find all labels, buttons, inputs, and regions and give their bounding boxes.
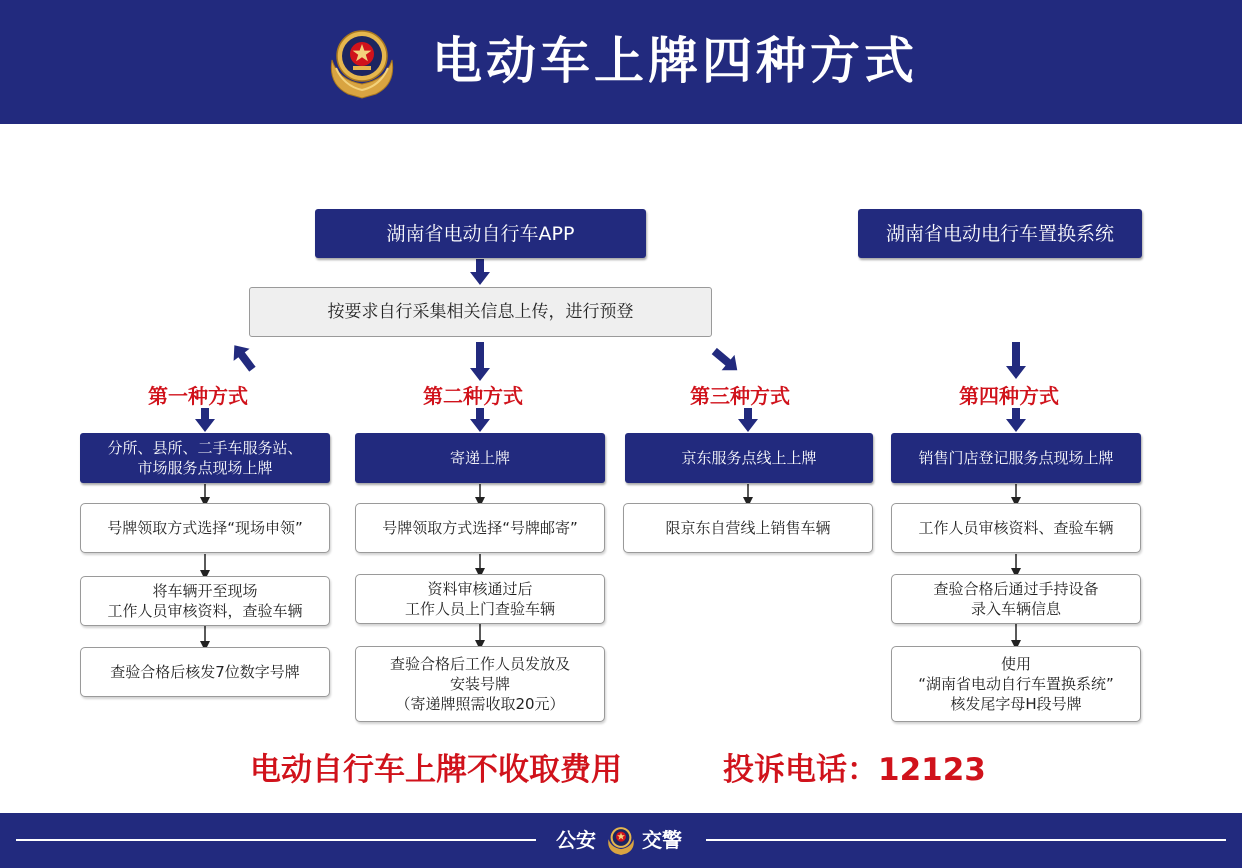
police-emblem-small-icon	[606, 824, 636, 856]
page-title: 电动车上牌四种方式	[432, 32, 918, 90]
footer-left-text: 公安	[556, 828, 596, 852]
method-2-label: 第二种方式	[423, 384, 523, 408]
arrow-method-2-to-head	[470, 408, 490, 432]
method-1-label: 第一种方式	[148, 384, 248, 408]
footer-right-text: 交警	[642, 828, 682, 852]
footer-divider-right	[706, 839, 1226, 841]
method-2-step-2: 资料审核通过后 工作人员上门查验车辆	[355, 574, 605, 624]
method-4-head-box: 销售门店登记服务点现场上牌	[891, 433, 1141, 483]
arrow-preregister-to-method-1	[226, 339, 260, 375]
arrow-method-4-to-head	[1006, 408, 1026, 432]
method-2-head-box: 寄递上牌	[355, 433, 605, 483]
method-3-head-box: 京东服务点线上上牌	[625, 433, 873, 483]
arrow-system-to-method-4	[1006, 342, 1026, 379]
source-app-box: 湖南省电动自行车APP	[315, 209, 646, 258]
method-4-step-1: 工作人员审核资料、查验车辆	[891, 503, 1141, 553]
footer-banner	[0, 813, 1242, 868]
complaint-phone: 投诉电话：12123	[723, 752, 986, 788]
arrow-method-1-to-head	[195, 408, 215, 432]
source-system-box: 湖南省电动电行车置换系统	[858, 209, 1142, 258]
footer-divider-left	[16, 839, 536, 841]
preregister-box: 按要求自行采集相关信息上传，进行预登	[249, 287, 712, 337]
fee-notice: 电动自行车上牌不收取费用	[250, 752, 622, 788]
method-4-label: 第四种方式	[959, 384, 1059, 408]
method-2-step-3: 查验合格后工作人员发放及 安装号牌 （寄递牌照需收取20元）	[355, 646, 605, 722]
method-4-step-2: 查验合格后通过手持设备 录入车辆信息	[891, 574, 1141, 624]
method-1-step-2: 将车辆开至现场 工作人员审核资料，查验车辆	[80, 576, 330, 626]
method-2-step-1: 号牌领取方式选择“号牌邮寄”	[355, 503, 605, 553]
method-3-label: 第三种方式	[690, 384, 790, 408]
arrow-app-to-preregister	[470, 259, 490, 285]
method-1-step-3: 查验合格后核发7位数字号牌	[80, 647, 330, 697]
method-4-step-3: 使用 “湖南省电动自行车置换系统” 核发尾字母H段号牌	[891, 646, 1141, 722]
arrow-method-3-to-head	[738, 408, 758, 432]
method-3-step-1: 限京东自营线上销售车辆	[623, 503, 873, 553]
arrow-preregister-to-method-2	[470, 342, 490, 381]
method-1-head-box: 分所、县所、二手车服务站、 市场服务点现场上牌	[80, 433, 330, 483]
arrow-preregister-to-method-3	[708, 343, 744, 378]
method-1-step-1: 号牌领取方式选择“现场申领”	[80, 503, 330, 553]
